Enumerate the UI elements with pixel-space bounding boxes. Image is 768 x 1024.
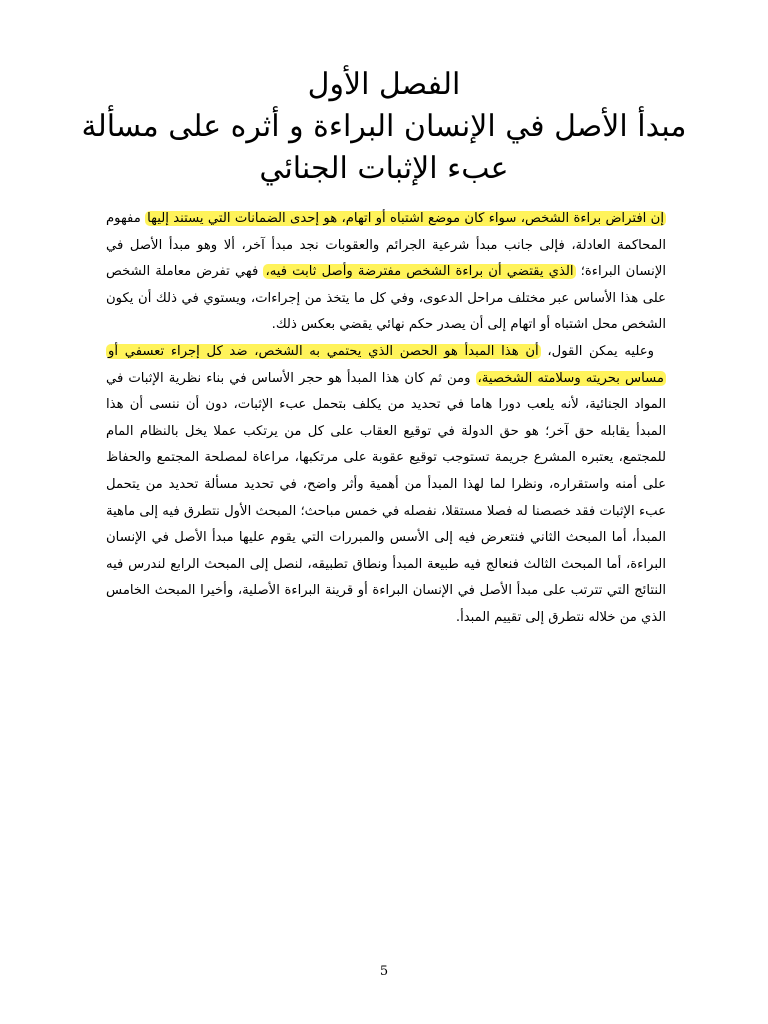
highlight-1: إن افتراض براءة الشخص، سواء كان موضع اشتباه أو اتهام، هو إحدى الضمانات التي يستند إليها <box>147 211 664 226</box>
page-number: 5 <box>379 964 389 979</box>
highlight-2: الذي يقتضي أن براءة الشخص مفترضة وأصل ثابت فيه، <box>265 264 574 280</box>
chapter-heading: الفصل الأول <box>307 67 461 102</box>
chapter-subtitle-line-1: مبدأ الأصل في الإنسان البراءة و أثره على مسألة <box>81 109 687 144</box>
body-text <box>106 206 666 632</box>
paragraph-1-text-a: مفهوم المحاكمة العادلة، فإلى جانب مبدأ شرعية الجرائم والعقوبات نجد مبدأ آخر، ألا وهو مبدأ الأصل في الإنسان البراءة؛ <box>106 211 667 280</box>
paragraph-2-text-a: وعليه يمكن القول، <box>540 343 654 359</box>
paragraph-1-text-b: فهي تفرض معاملة الشخص على هذا الأساس عبر مختلف مراحل الدعوى، وفي كل ما يتخذ من إجراءات، ويستوي في ذلك أن يكون الشخص محل اشتباه أو اتهام إلى أن يصدر حكم نهائي يقضي بعكس ذلك. <box>106 264 666 333</box>
paragraph-2 <box>106 339 666 632</box>
paragraph-1 <box>106 206 666 339</box>
chapter-subtitle-line-2: عبء الإثبات الجنائي <box>259 151 509 186</box>
highlight-3: أن هذا المبدأ هو الحصن الذي يحتمي به الشخص، ضد كل إجراء تعسفي أو مساس بحريته وسلامته الشخصية، <box>108 343 664 386</box>
chapter-title <box>60 64 708 190</box>
paragraph-2-text-b: ومن ثم كان هذا المبدأ هو حجر الأساس في بناء نظرية الإثبات في المواد الجنائية، لأنه يلعب دورا هاما في تحديد من يكلف بتحمل عبء الإثبات، دون أن ننسى أن هذا المبدأ يقابله حق آخر؛ هو حق الدولة في توقيع العقاب على كل من يرتكب عملا يخل بالنظام المام للمجتمع، يعتبره المشرع جريمة تستوجب توقيع عقوبة على مرتكبها، مراعاة لمصلحة المجتمع والحفاظ على أمنه واستقراره، ونظرا لما لهذا المبدأ من أهمية وأثر واضح، في تحديد مسألة تحديد من يتحمل عبء الإثبات فقد خصصنا له فصلا مستقلا، نفصله في خمس مباحث؛ المبحث الأول نتطرق فيه إلى ماهية المبدأ، أما المبحث الثاني فنتعرض فيه إلى الأسس والمبررات التي يقوم عليها مبدأ الأصل في الإنسان البراءة، أما المبحث الثالث فنعالج فيه طبيعة المبدأ ونطاق تطبيقه، لنصل إلى المبحث الرابع لندرس فيه النتائج التي تترتب على مبدأ الأصل في الإنسان البراءة أو قرينة البراءة الأصلية، وأخيرا المبحث الخامس الذي من خلاله نتطرق إلى تقييم المبدأ. <box>106 370 666 625</box>
